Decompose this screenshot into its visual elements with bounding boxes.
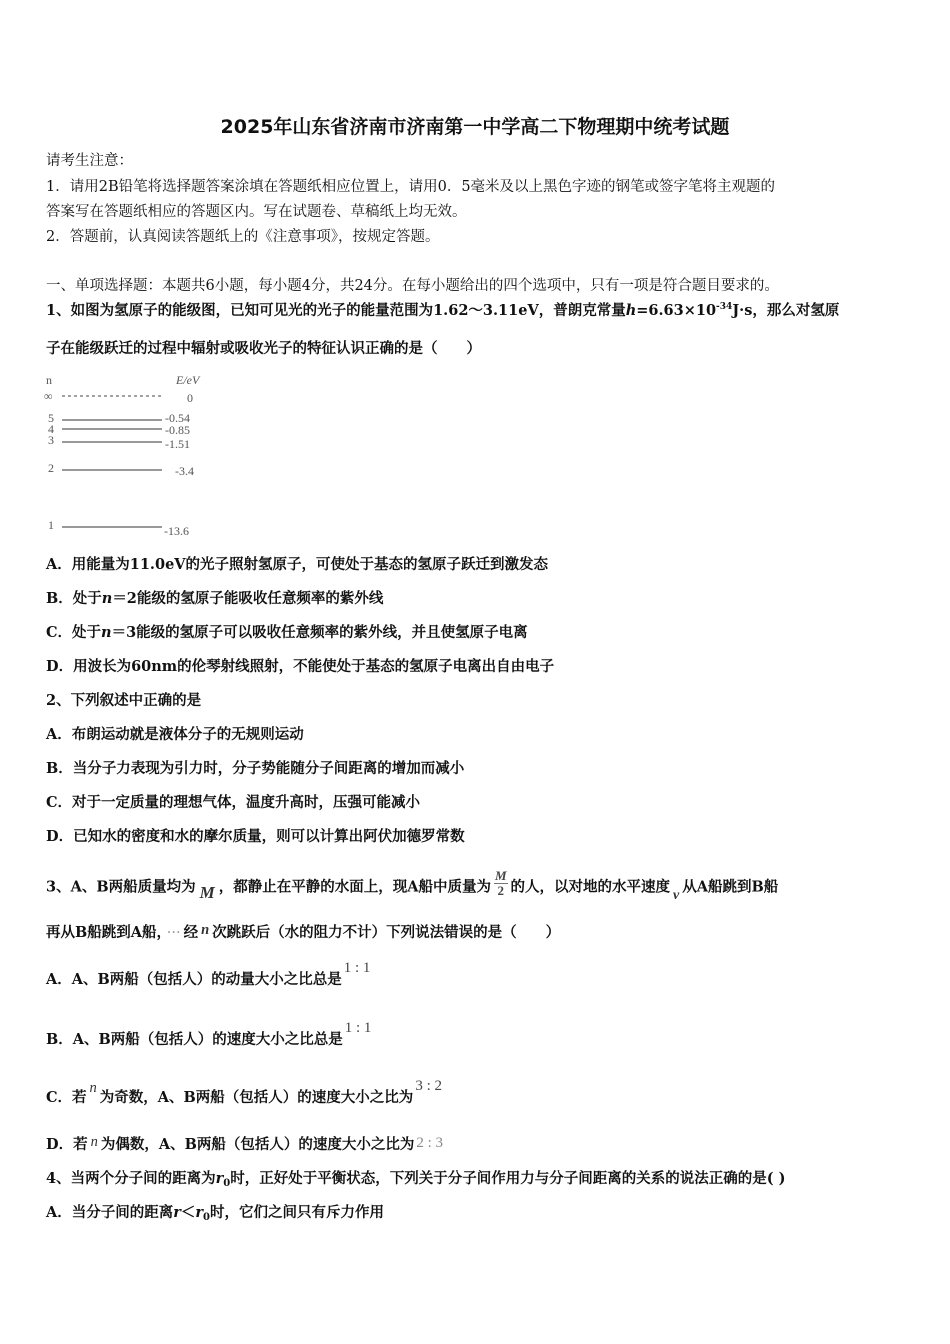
notice-item-1-cont: 答案写在答题纸相应的答题区内。写在试题卷、草稿纸上均无效。 — [46, 204, 467, 220]
q3-option-c: C．若n为奇数，A、B两船（包括人）的速度大小之比为3 : 2 — [46, 1078, 442, 1106]
level-1-label: 1 — [48, 518, 54, 532]
level-3-value: -1.51 — [165, 437, 190, 451]
q2-option-d: D．已知水的密度和水的摩尔质量，则可以计算出阿伏加德罗常数 — [46, 828, 465, 845]
energy-axis-label: E/eV — [176, 373, 200, 387]
level-1-value: -13.6 — [164, 524, 189, 538]
level-5-label: 5 — [48, 411, 54, 425]
q1-stem: 1、如图为氢原子的能级图，已知可见光的光子的能量范围为1.62～3.11eV，普朗克常量$h=6.63\times 10^{-34}J\cdot s$，那么对氢原 — [46, 302, 840, 319]
q3-stem-cont: 再从B船跳到A船， ··· 经 n 次跳跃后（水的阻力不计）下列说法错误的是（ ） — [46, 922, 561, 941]
level-5-value: -0.54 — [165, 411, 190, 425]
q3-option-b: B．A、B两船（包括人）的速度大小之比总是1 : 1 — [46, 1020, 372, 1048]
level-2-value: -3.4 — [175, 464, 194, 478]
q3-option-d: D．若 n 为偶数，A、B两船（包括人）的速度大小之比为 2 : 3 — [46, 1134, 444, 1153]
q2-option-b: B．当分子力表现为引力时，分子势能随分子间距离的增加而减小 — [46, 760, 465, 777]
notice-item-2: 2．答题前，认真阅读答题纸上的《注意事项》，按规定答题。 — [46, 229, 440, 245]
q1-option-a: A．用能量为11.0eV的光子照射氢原子，可使处于基态的氢原子跃迁到激发态 — [46, 556, 549, 573]
energy-level-diagram — [44, 372, 224, 542]
level-3-label: 3 — [48, 433, 54, 447]
q1-option-c: C．处于n＝3能级的氢原子可以吸收任意频率的紫外线，并且使氢原子电离 — [46, 624, 528, 641]
q2-option-a: A．布朗运动就是液体分子的无规则运动 — [46, 726, 304, 743]
q3-stem: 3、A、B两船质量均为 M ，都静止在平静的水面上，现A船中质量为 $\frac{M}{2}$ 的人，以对地的水平速度 v 从A船跳到B船 — [46, 868, 779, 903]
section-heading: 一、单项选择题：本题共6小题，每小题4分，共24分。在每小题给出的四个选项中，只有一项是符合题目要求的。 — [46, 278, 779, 294]
notice-item-1: 1．请用2B铅笔将选择题答案涂填在答题纸相应位置上，请用0．5毫米及以上黑色字迹的钢笔或签字笔将主观题的 — [46, 179, 776, 195]
level-zero-value: 0 — [187, 391, 193, 405]
q3-option-a: A．A、B两船（包括人）的动量大小之比总是1 : 1 — [46, 960, 371, 988]
q1-option-d: D．用波长为60nm的伦琴射线照射，不能使处于基态的氢原子电离出自由电子 — [46, 658, 555, 675]
q1-stem-cont: 子在能级跃迁的过程中辐射或吸收光子的特征认识正确的是（ ） — [46, 340, 481, 357]
level-4-label: 4 — [48, 422, 54, 436]
level-2-label: 2 — [48, 461, 54, 475]
level-inf-label: ∞ — [44, 389, 53, 403]
level-4-value: -0.85 — [165, 423, 190, 437]
q1-option-b: B．处于n＝2能级的氢原子能吸收任意频率的紫外线 — [46, 590, 384, 607]
q4-stem: 4、当两个分子间的距离为$r_0$时，正好处于平衡状态，下列关于分子间作用力与分子间距离的关系的说法正确的是( ) — [46, 1170, 786, 1189]
q2-option-c: C．对于一定质量的理想气体，温度升高时，压强可能减小 — [46, 794, 421, 811]
q2-stem: 2、下列叙述中正确的是 — [46, 692, 202, 709]
page-title: 2025年山东省济南市济南第一中学高二下物理期中统考试题 — [220, 116, 730, 138]
notice-heading: 请考生注意： — [46, 153, 133, 169]
n-axis-label: n — [46, 373, 52, 387]
q4-option-a: A．当分子间的距离$r<r_0$时，它们之间只有斥力作用 — [46, 1204, 384, 1223]
